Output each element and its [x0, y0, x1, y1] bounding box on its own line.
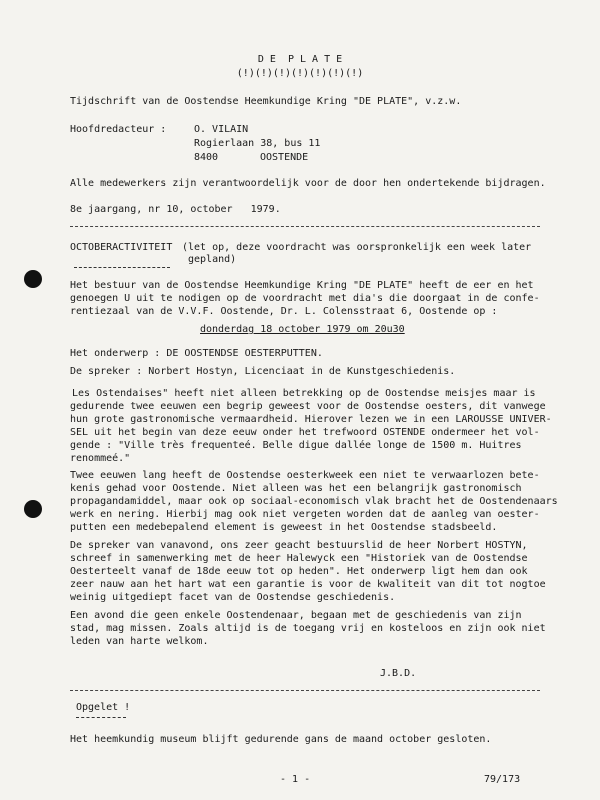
section-note: (let op, deze voordracht was oorspronkelijk een week later [182, 242, 532, 253]
header-marks: (!)(!)(!)(!)(!)(!)(!) [236, 68, 364, 79]
notice-title: Opgelet ! [76, 702, 131, 713]
paragraph-line: Oesterteelt vanaf de 18de eeuw tot op heden". Het onderwerp ligt hem dan ook [70, 566, 528, 577]
archive-reference: 79/173 [484, 774, 521, 785]
paragraph-line: zeer nauw aan het hart wat een garantie is voor de kwaliteit van dit tot nogtoe [70, 579, 546, 590]
journal-line: Tijdschrift van de Oostendse Heemkundige Kring "DE PLATE", v.z.w. [70, 96, 462, 107]
event-date: donderdag 18 october 1979 om 20u30 [200, 324, 405, 335]
punch-hole [24, 500, 42, 518]
subject-line: Het onderwerp : DE OOSTENDSE OESTERPUTTEN. [70, 348, 323, 359]
paragraph-line: werk en nering. Hierbij mag ook niet vergeten worden dat de aanleg van oester- [70, 509, 540, 520]
notice-underline [76, 717, 126, 718]
paragraph-line: genoegen U uit te nodigen op de voordracht met dia's die doorgaat in de confe- [70, 293, 540, 304]
section-title: OCTOBERACTIVITEIT [70, 242, 173, 253]
paragraph-line: hun grote gastronomische vermaardheid. Hierover lezen we in een LAROUSSE UNIVER- [70, 414, 552, 425]
editor-address: Rogierlaan 38, bus 11 [194, 138, 321, 149]
notice-text: Het heemkundig museum blijft gedurende gans de maand october gesloten. [70, 734, 492, 745]
paragraph-line: leden van harte welkom. [70, 636, 209, 647]
issue-line: 8e jaargang, nr 10, october 1979. [70, 204, 281, 215]
title-underline [74, 267, 170, 268]
paragraph-line: Het bestuur van de Oostendse Heemkundige Kring "DE PLATE" heeft de eer en het [70, 280, 534, 291]
responsibility-note: Alle medewerkers zijn verantwoordelijk voor de door hen ondertekende bijdragen. [70, 178, 546, 189]
paragraph-line: De spreker van vanavond, ons zeer geacht bestuurslid de heer Norbert HOSTYN, [70, 540, 528, 551]
paragraph-line: SEL uit het begin van deze eeuw onder het trefwoord OSTENDE ondermeer het vol- [70, 427, 540, 438]
divider [70, 690, 540, 691]
paragraph-line: gedurende twee eeuwen een begrip geweest voor de Oostendse oesters, dit vanwege [70, 401, 546, 412]
divider [70, 226, 540, 227]
paragraph-line: weinig uitgediept facet van de Oostendse geschiedenis. [70, 592, 396, 603]
paragraph-line: stad, mag missen. Zoals altijd is de toegang vrij en kosteloos en zijn ook niet [70, 623, 546, 634]
paragraph-line: Les Ostendaises" heeft niet alleen betrekking op de Oostendse meisjes maar is [72, 388, 536, 399]
speaker-line: De spreker : Norbert Hostyn, Licenciaat in de Kunstgeschiedenis. [70, 366, 456, 377]
paragraph-line: schreef in samenwerking met de heer Halewyck een "Historiek van de Oostendse [70, 553, 528, 564]
paragraph-line: propagandamiddel, maar ook op sociaal-economisch vlak bracht het de Oostendenaars [70, 496, 558, 507]
header-title: D E P L A T E [257, 54, 343, 65]
paragraph-line: renommeé." [70, 453, 131, 464]
paragraph-line: Een avond die geen enkele Oostendenaar, begaan met de geschiedenis van zijn [70, 610, 522, 621]
editor-label: Hoofdredacteur : [70, 124, 167, 135]
paragraph-line: kenis gehad voor Oostende. Niet alleen was het een belangrijk gastronomisch [70, 483, 522, 494]
section-note-continued: gepland) [188, 254, 237, 265]
punch-hole [24, 270, 42, 288]
paragraph-line: putten een medebepalend element is geweest in het Oostendse stadsbeeld. [70, 522, 498, 533]
paragraph-line: Twee eeuwen lang heeft de Oostendse oesterkweek een niet te verwaarlozen bete- [70, 470, 540, 481]
signature: J.B.D. [380, 668, 417, 679]
paragraph-line: gende : "Ville très frequenteé. Belle digue dallée longe de 1500 m. Huitres [70, 440, 522, 451]
page-number: - 1 - [280, 774, 311, 785]
editor-name: O. VILAIN [194, 124, 249, 135]
editor-postcode: 8400 [194, 152, 219, 163]
paragraph-line: rentiezaal van de V.V.F. Oostende, Dr. L. Colensstraat 6, Oostende op : [70, 306, 498, 317]
editor-city: OOSTENDE [260, 152, 309, 163]
